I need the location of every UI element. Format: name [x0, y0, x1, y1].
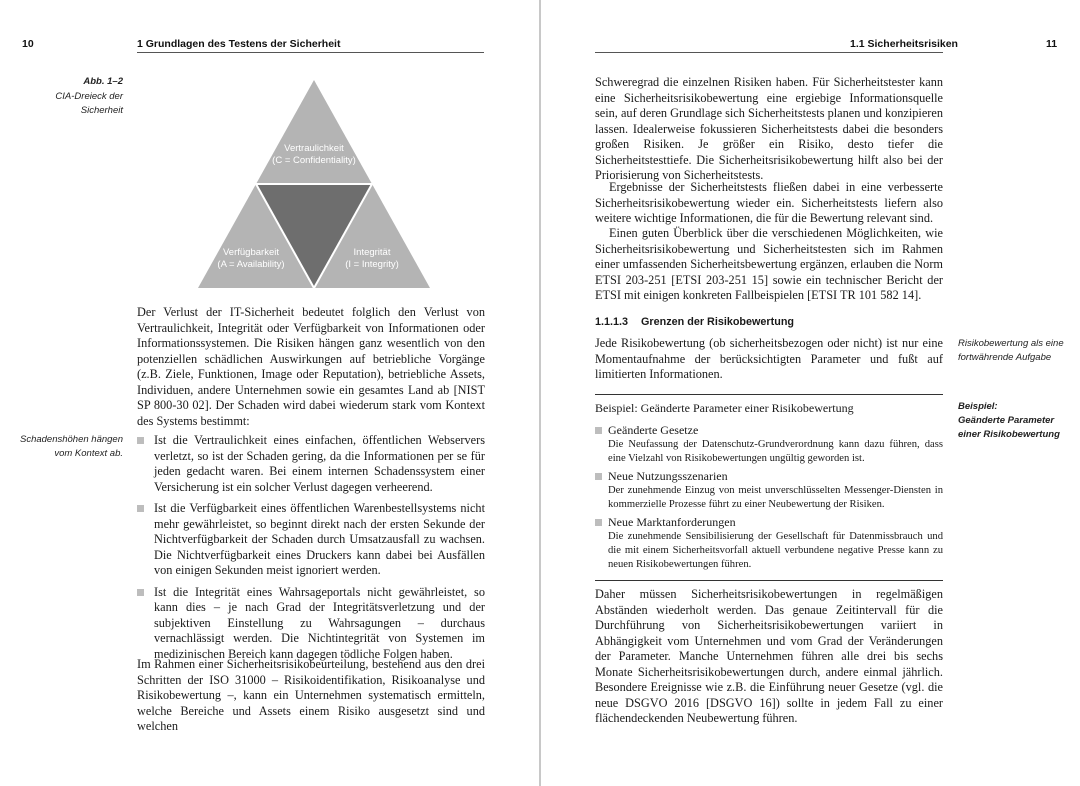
- bullet-square-icon: [595, 519, 602, 526]
- list-item: Ist die Verfügbarkeit eines öffentlichen Warenbestellsystems nicht mehr gewährleistet, so beginnt direkt nach der ersten Sekunde der Nichtverfügbarkeit der Schaden durch Umsatzausfall zu wachsen. Die Nichtverfügbarkeit eines Druckers kann dabei bei Ausfällen von einigen Sekunden meist ignoriert werden.: [137, 501, 485, 579]
- label-confidentiality-en: (C = Confidentiality): [272, 155, 356, 166]
- label-availability: Verfügbarkeit: [223, 247, 279, 258]
- right-page: [541, 0, 1080, 786]
- left-page: [0, 0, 539, 786]
- figure-caption: CIA-Dreieck der Sicherheit: [55, 91, 123, 116]
- example-item: [595, 515, 943, 572]
- bullet-square-icon: [137, 589, 144, 596]
- label-integrity: Integrität: [353, 247, 391, 258]
- list-item: Ist die Vertraulichkeit eines einfachen, öffentlichen Webservers verletzt, so ist der Schaden gering, da die Informationen per se für jeden gedacht waren. Bei einem internen Schadenssystem einer Versicherung ist ein solcher Verlust dagegen verheerend.: [137, 433, 485, 495]
- body-paragraph: Jede Risikobewertung (ob sicherheitsbezogen oder nicht) ist nur eine Momentaufnahme der berücksichtigten Parameter und fußt auf limitierten Informationen.: [595, 336, 943, 381]
- page-number-left: 10: [22, 38, 34, 50]
- bullet-square-icon: [137, 437, 144, 444]
- bullet-square-icon: [137, 505, 144, 512]
- list-item: Ist die Integrität eines Wahrsageportals nicht gewährleistet, so kann dies – je nach Grad der Integritätsverletzung und der subjektiven Einstellung zu Wahrsagungen – durchaus vernachlässigt werden. Die Nichtintegrität von Systemen im medizinischen Bereich kann dagegen tödliche Folgen haben.: [137, 585, 485, 663]
- body-paragraph: Schweregrad die einzelnen Risiken haben. Für Sicherheitstester kann eine Sicherheitsrisikobewertung eine ergiebige Informationsquelle sein, auf deren Grundlage sich Sicherheitstests planen und konzipieren lassen. Idealerweise fokussieren Sicherheitstests dabei die besonders großen Risiken. Je größer ein Risiko, desto tiefer die Sicherheitstesttiefe. Die Sicherheitsrisikobewertung hilft also bei der Priorisierung von Sicherheitstests.: [595, 75, 943, 182]
- example-item-text: Der zunehmende Einzug von meist unverschlüsselten Messenger-Diensten in kommerzielle Prozesse führt zu einer Neubewertung der Risiken.: [608, 485, 943, 510]
- margin-note: Schadenshöhen hängen vom Kontext ab.: [19, 434, 123, 459]
- margin-note-example-text: Geänderte Parameter einer Risikobewertung: [958, 415, 1060, 440]
- figure-label: Abb. 1–2: [83, 76, 123, 87]
- section-heading: [595, 316, 943, 328]
- example-item-text: Die zunehmende Sensibilisierung der Gesellschaft für Datenmissbrauch und die mit einem Sicherheitsvorfall aktuell verbundene negative Presse kann zu neuen Risikobewertungen führen.: [608, 531, 943, 570]
- example-item-head: Neue Marktanforderungen: [608, 515, 736, 529]
- example-item-text: Die Neufassung der Datenschutz-Grundverordnung kann dazu führen, dass eine Vielzahl von Risikobewertungen ungültig geworden ist.: [608, 439, 943, 464]
- body-paragraph: Daher müssen Sicherheitsrisikobewertungen in regelmäßigen Abständen wiederholt werden. Das genaue Zeitintervall für die Durchführung von Sicherheitsrisikobewertungen variiert in Abhängigkeit vom Unternehmen und vom Grad der Veränderungen der Parameter. Manche Unternehmen führen alle drei bis sechs Monate Sicherheitsrisikobewertungen durch, andere einmal jährlich. Besondere Ereignisse wie z.B. die Einführung neuer Gesetze (vgl. die neue DSGVO 2016 [DSGVO 16]) sollte in jedem Fall zu einer flächendeckenden Neubewertung führen.: [595, 587, 943, 725]
- example-item-head: Geänderte Gesetze: [608, 423, 699, 437]
- margin-note-example-title: Beispiel:: [958, 401, 998, 412]
- body-paragraph: Einen guten Überblick über die verschiedenen Möglichkeiten, wie Sicherheitsrisikobewertung und Sicherheitstesten sich im Rahmen einer umfassenden Sicherheitsbewertung ergänzen, erlauben die Norm ETSI 203-251 [ETSI 203-251 15] sowie ein technischer Bericht der ETSI mit einigen konkreten Fallbeispielen [ETSI TR 101 582 14].: [595, 226, 943, 302]
- header-rule-right: [595, 52, 943, 53]
- label-integrity-en: (I = Integrity): [345, 259, 399, 270]
- header-rule-left: [137, 52, 484, 53]
- example-box: [595, 394, 943, 581]
- section-number: 1.1.1.3: [595, 316, 629, 328]
- section-title: Grenzen der Risikobewertung: [641, 316, 795, 328]
- margin-note: Risikobewertung als eine fortwährende Aufgabe: [958, 338, 1064, 363]
- label-confidentiality: Vertraulichkeit: [284, 143, 344, 154]
- example-item: [595, 469, 943, 512]
- label-availability-en: (A = Availability): [217, 259, 285, 270]
- bullet-square-icon: [595, 427, 602, 434]
- example-item-head: Neue Nutzungsszenarien: [608, 469, 728, 483]
- running-head-left: 1 Grundlagen des Testens der Sicherheit: [137, 38, 341, 50]
- example-title: Beispiel: Geänderte Parameter einer Risikobewertung: [595, 401, 854, 415]
- cia-triangle-figure: [196, 78, 432, 290]
- page-number-right: 11: [1046, 38, 1058, 50]
- body-paragraph: Im Rahmen einer Sicherheitsrisikobeurteilung, bestehend aus den drei Schritten der ISO 31000 – Risikoidentifikation, Risikoanalyse und Risikobewertung –, kann ein Unternehmen systematisch ermitteln, welche Bereiche und Assets einem Risiko ausgesetzt sind und welchen: [137, 657, 485, 733]
- bullet-list: [137, 427, 485, 662]
- body-paragraph: Der Verlust der IT-Sicherheit bedeutet folglich den Verlust von Vertraulichkeit, Integrität oder Verfügbarkeit von Informationen oder Informationssystemen. Die Risiken hängen ganz wesentlich von den potenziellen schädlichen Auswirkungen auf betriebliche Vorgänge (z.B. Ziele, Funktionen, Image oder Reputation), betriebliche Assets, Individuen, andere Unternehmen sowie ein gesamtes Land ab [NIST SP 800-30 02]. Der Schaden wird dabei wiederum stark vom Kontext des Systems bestimmt:: [137, 305, 485, 428]
- bullet-square-icon: [595, 473, 602, 480]
- example-item: [595, 423, 943, 466]
- running-head-right: 1.1 Sicherheitsrisiken: [850, 38, 958, 50]
- body-paragraph: Ergebnisse der Sicherheitstests fließen dabei in eine verbesserte Sicherheitsrisikobewertung wieder ein. Sicherheitstests liefern also weitere wichtige Informationen, die für die Bewertung relevant sind.: [595, 180, 943, 225]
- example-bottom-rule: [595, 580, 943, 581]
